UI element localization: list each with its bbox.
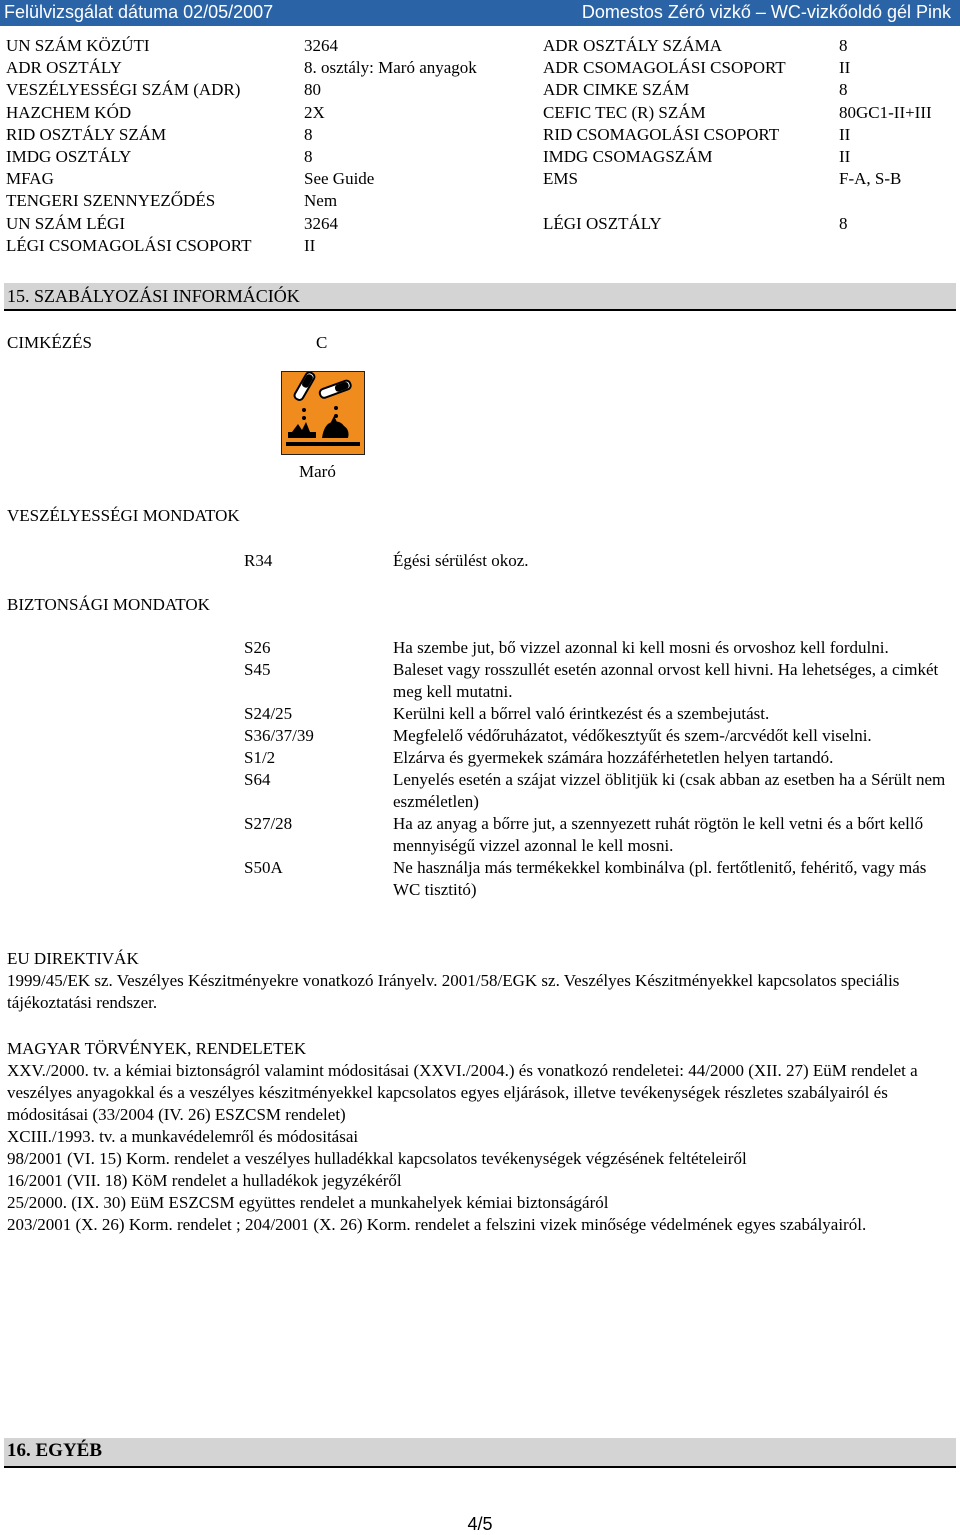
transport-label: RID CSOMAGOLÁSI CSOPORT xyxy=(543,124,780,144)
law-entry: 203/2001 (X. 26) Korm. rendelet ; 204/2001 (X. 26) Korm. rendelet a felszini vizek minősége védelmének egyes szabályairól. xyxy=(7,1215,867,1234)
transport-label: LÉGI CSOMAGOLÁSI CSOPORT xyxy=(6,235,252,255)
transport-value: 80GC1-II+III xyxy=(839,102,932,122)
transport-value: 8 xyxy=(839,213,848,233)
transport-value: See Guide xyxy=(304,169,375,189)
law-entry: XCIII./1993. tv. a munkavédelemről és módositásai xyxy=(7,1127,359,1146)
risk-phrase-text: Égési sérülést okoz. xyxy=(393,551,529,570)
safety-phrase-text: Elzárva és gyermekek számára hozzáférhetetlen helyen tartandó. xyxy=(393,748,834,767)
transport-value: F-A, S-B xyxy=(839,169,902,189)
safety-phrases-heading: BIZTONSÁGI MONDATOK xyxy=(7,595,210,614)
transport-row xyxy=(0,79,960,101)
transport-row xyxy=(0,235,960,257)
safety-phrase-text: Ne használja más termékekkel kombinálva (pl. fertőtlenitő, fehéritő, vagy más WC tisztitó) xyxy=(393,858,927,899)
safety-phrase-code: S50A xyxy=(244,858,283,877)
transport-value: 3264 xyxy=(304,213,338,233)
safety-phrase-row xyxy=(0,637,960,659)
labeling-symbol: C xyxy=(316,333,328,352)
safety-phrase-text: Ha az anyag a bőrre jut, a szennyezett ruhát rögtön le kell vetni és a bőrt kellő mennyiségű vizzel azonnal le kell mosni. xyxy=(393,814,924,855)
hungarian-laws-list xyxy=(7,1060,952,1236)
transport-info-table xyxy=(0,35,960,257)
safety-phrase-row xyxy=(0,725,960,747)
transport-label: CEFIC TEC (R) SZÁM xyxy=(543,102,706,122)
section-16-title: 16. EGYÉB xyxy=(7,1440,103,1461)
transport-label: LÉGI OSZTÁLY xyxy=(543,213,662,233)
transport-label: EMS xyxy=(543,169,578,189)
transport-value: 8 xyxy=(304,124,313,144)
transport-row xyxy=(0,146,960,168)
page-header xyxy=(0,0,960,26)
eu-directives-text: 1999/45/EK sz. Veszélyes Készitményekre vonatkozó Irányelv. 2001/58/EGK sz. Veszélyes Készitményekkel kapcsolatos speciális tájékoztatási rendszer. xyxy=(7,971,900,1012)
review-date: Felülvizsgálat dátuma 02/05/2007 xyxy=(4,2,274,22)
transport-value: II xyxy=(839,146,851,166)
transport-value: 8 xyxy=(839,80,848,100)
transport-label: ADR CSOMAGOLÁSI CSOPORT xyxy=(543,58,786,78)
section-15-bar xyxy=(4,283,956,311)
safety-phrase-text: Megfelelő védőruházatot, védőkesztyűt és szem-/arcvédőt kell viselni. xyxy=(393,726,872,745)
transport-value: 8 xyxy=(839,36,848,55)
safety-phrase-text: Baleset vagy rosszullét esetén azonnal orvost kell hivni. Ha lehetséges, a cimkét meg kell mutatni. xyxy=(393,660,939,701)
risk-phrase-code: R34 xyxy=(244,551,273,570)
transport-row xyxy=(0,168,960,190)
transport-label: ADR OSZTÁLY xyxy=(6,58,122,78)
safety-phrase-code: S27/28 xyxy=(244,814,293,833)
safety-phrase-row xyxy=(0,769,960,813)
safety-phrase-row xyxy=(0,659,960,703)
transport-label: VESZÉLYESSÉGI SZÁM (ADR) xyxy=(6,80,241,100)
law-entry: 98/2001 (VI. 15) Korm. rendelet a veszélyes hulladékkal kapcsolatos tevékenységek végzésének feltételeiről xyxy=(7,1149,747,1168)
eu-directives-heading: EU DIREKTIVÁK xyxy=(7,949,139,968)
transport-value: 8. osztály: Maró anyagok xyxy=(304,58,477,78)
transport-label: IMDG OSZTÁLY xyxy=(6,146,132,166)
labeling-label: CIMKÉZÉS xyxy=(7,333,92,352)
transport-row xyxy=(0,35,960,57)
transport-value: 80 xyxy=(304,80,321,100)
transport-label: UN SZÁM KÖZÚTI xyxy=(6,36,150,55)
transport-label: ADR OSZTÁLY SZÁMA xyxy=(543,36,723,55)
transport-value: Nem xyxy=(304,191,338,211)
transport-label: RID OSZTÁLY SZÁM xyxy=(6,124,167,144)
transport-label: IMDG CSOMAGSZÁM xyxy=(543,146,713,166)
safety-phrase-code: S26 xyxy=(244,638,271,657)
safety-phrase-code: S1/2 xyxy=(244,748,276,767)
safety-phrase-text: Ha szembe jut, bő vizzel azonnal ki kell mosni és orvoshoz kell fordulni. xyxy=(393,638,889,657)
risk-phrases-heading: VESZÉLYESSÉGI MONDATOK xyxy=(7,506,240,525)
product-name: Domestos Zéró vizkő – WC-vizkőoldó gél Pink xyxy=(581,2,951,22)
transport-value: 2X xyxy=(304,102,325,122)
transport-value: II xyxy=(839,124,851,144)
safety-phrase-code: S24/25 xyxy=(244,704,293,723)
transport-value: 3264 xyxy=(304,36,338,55)
transport-row xyxy=(0,102,960,124)
transport-label: MFAG xyxy=(6,169,54,189)
transport-label: HAZCHEM KÓD xyxy=(6,102,132,122)
transport-label: ADR CIMKE SZÁM xyxy=(543,80,690,100)
section-15-title: 15. SZABÁLYOZÁSI INFORMÁCIÓK xyxy=(7,286,300,306)
transport-row xyxy=(0,124,960,146)
law-entry: 16/2001 (VII. 18) KöM rendelet a hulladékok jegyzékéről xyxy=(7,1171,402,1190)
transport-value: II xyxy=(839,58,851,78)
hazard-name: Maró xyxy=(299,462,336,481)
safety-phrase-row xyxy=(0,703,960,725)
safety-phrase-row xyxy=(0,747,960,769)
safety-phrase-list xyxy=(0,637,960,901)
corrosive-hazard-icon xyxy=(281,371,365,455)
safety-phrase-code: S36/37/39 xyxy=(244,726,314,745)
transport-row xyxy=(0,57,960,79)
hungarian-laws-heading: MAGYAR TÖRVÉNYEK, RENDELETEK xyxy=(7,1039,307,1058)
section-16-bar xyxy=(4,1438,956,1468)
transport-row xyxy=(0,190,960,212)
transport-label: UN SZÁM LÉGI xyxy=(6,213,125,233)
safety-phrase-row xyxy=(0,857,960,901)
law-entry: 25/2000. (IX. 30) EüM ESZCSM együttes rendelet a munkahelyek kémiai biztonságáról xyxy=(7,1193,609,1212)
safety-phrase-code: S45 xyxy=(244,660,271,679)
safety-phrase-text: Kerülni kell a bőrrel való érintkezést és a szembejutást. xyxy=(393,704,770,723)
safety-phrase-row xyxy=(0,813,960,857)
safety-phrase-code: S64 xyxy=(244,770,271,789)
law-entry: XXV./2000. tv. a kémiai biztonságról valamint módositásai (XXVI./2004.) és vonatkozó rendeletei: 44/2000 (XII. 27) EüM rendelet a veszélyes anyagokkal és a veszélyes készitményekkel kapcsolatos egyes eljárások, illetve tevékenységek részletes szabályairól és módositásai (33/2004 (IV. 26) ESZCSM rendelet) xyxy=(7,1061,918,1124)
page-number: 4/5 xyxy=(467,1514,493,1534)
safety-phrase-text: Lenyelés esetén a szájat vizzel öblitjük ki (csak abban az esetben ha a Sérült nem eszméletlen) xyxy=(393,770,946,811)
transport-value: II xyxy=(304,235,316,255)
transport-value: 8 xyxy=(304,146,313,166)
transport-label: TENGERI SZENNYEZŐDÉS xyxy=(6,191,216,211)
transport-row xyxy=(0,213,960,235)
